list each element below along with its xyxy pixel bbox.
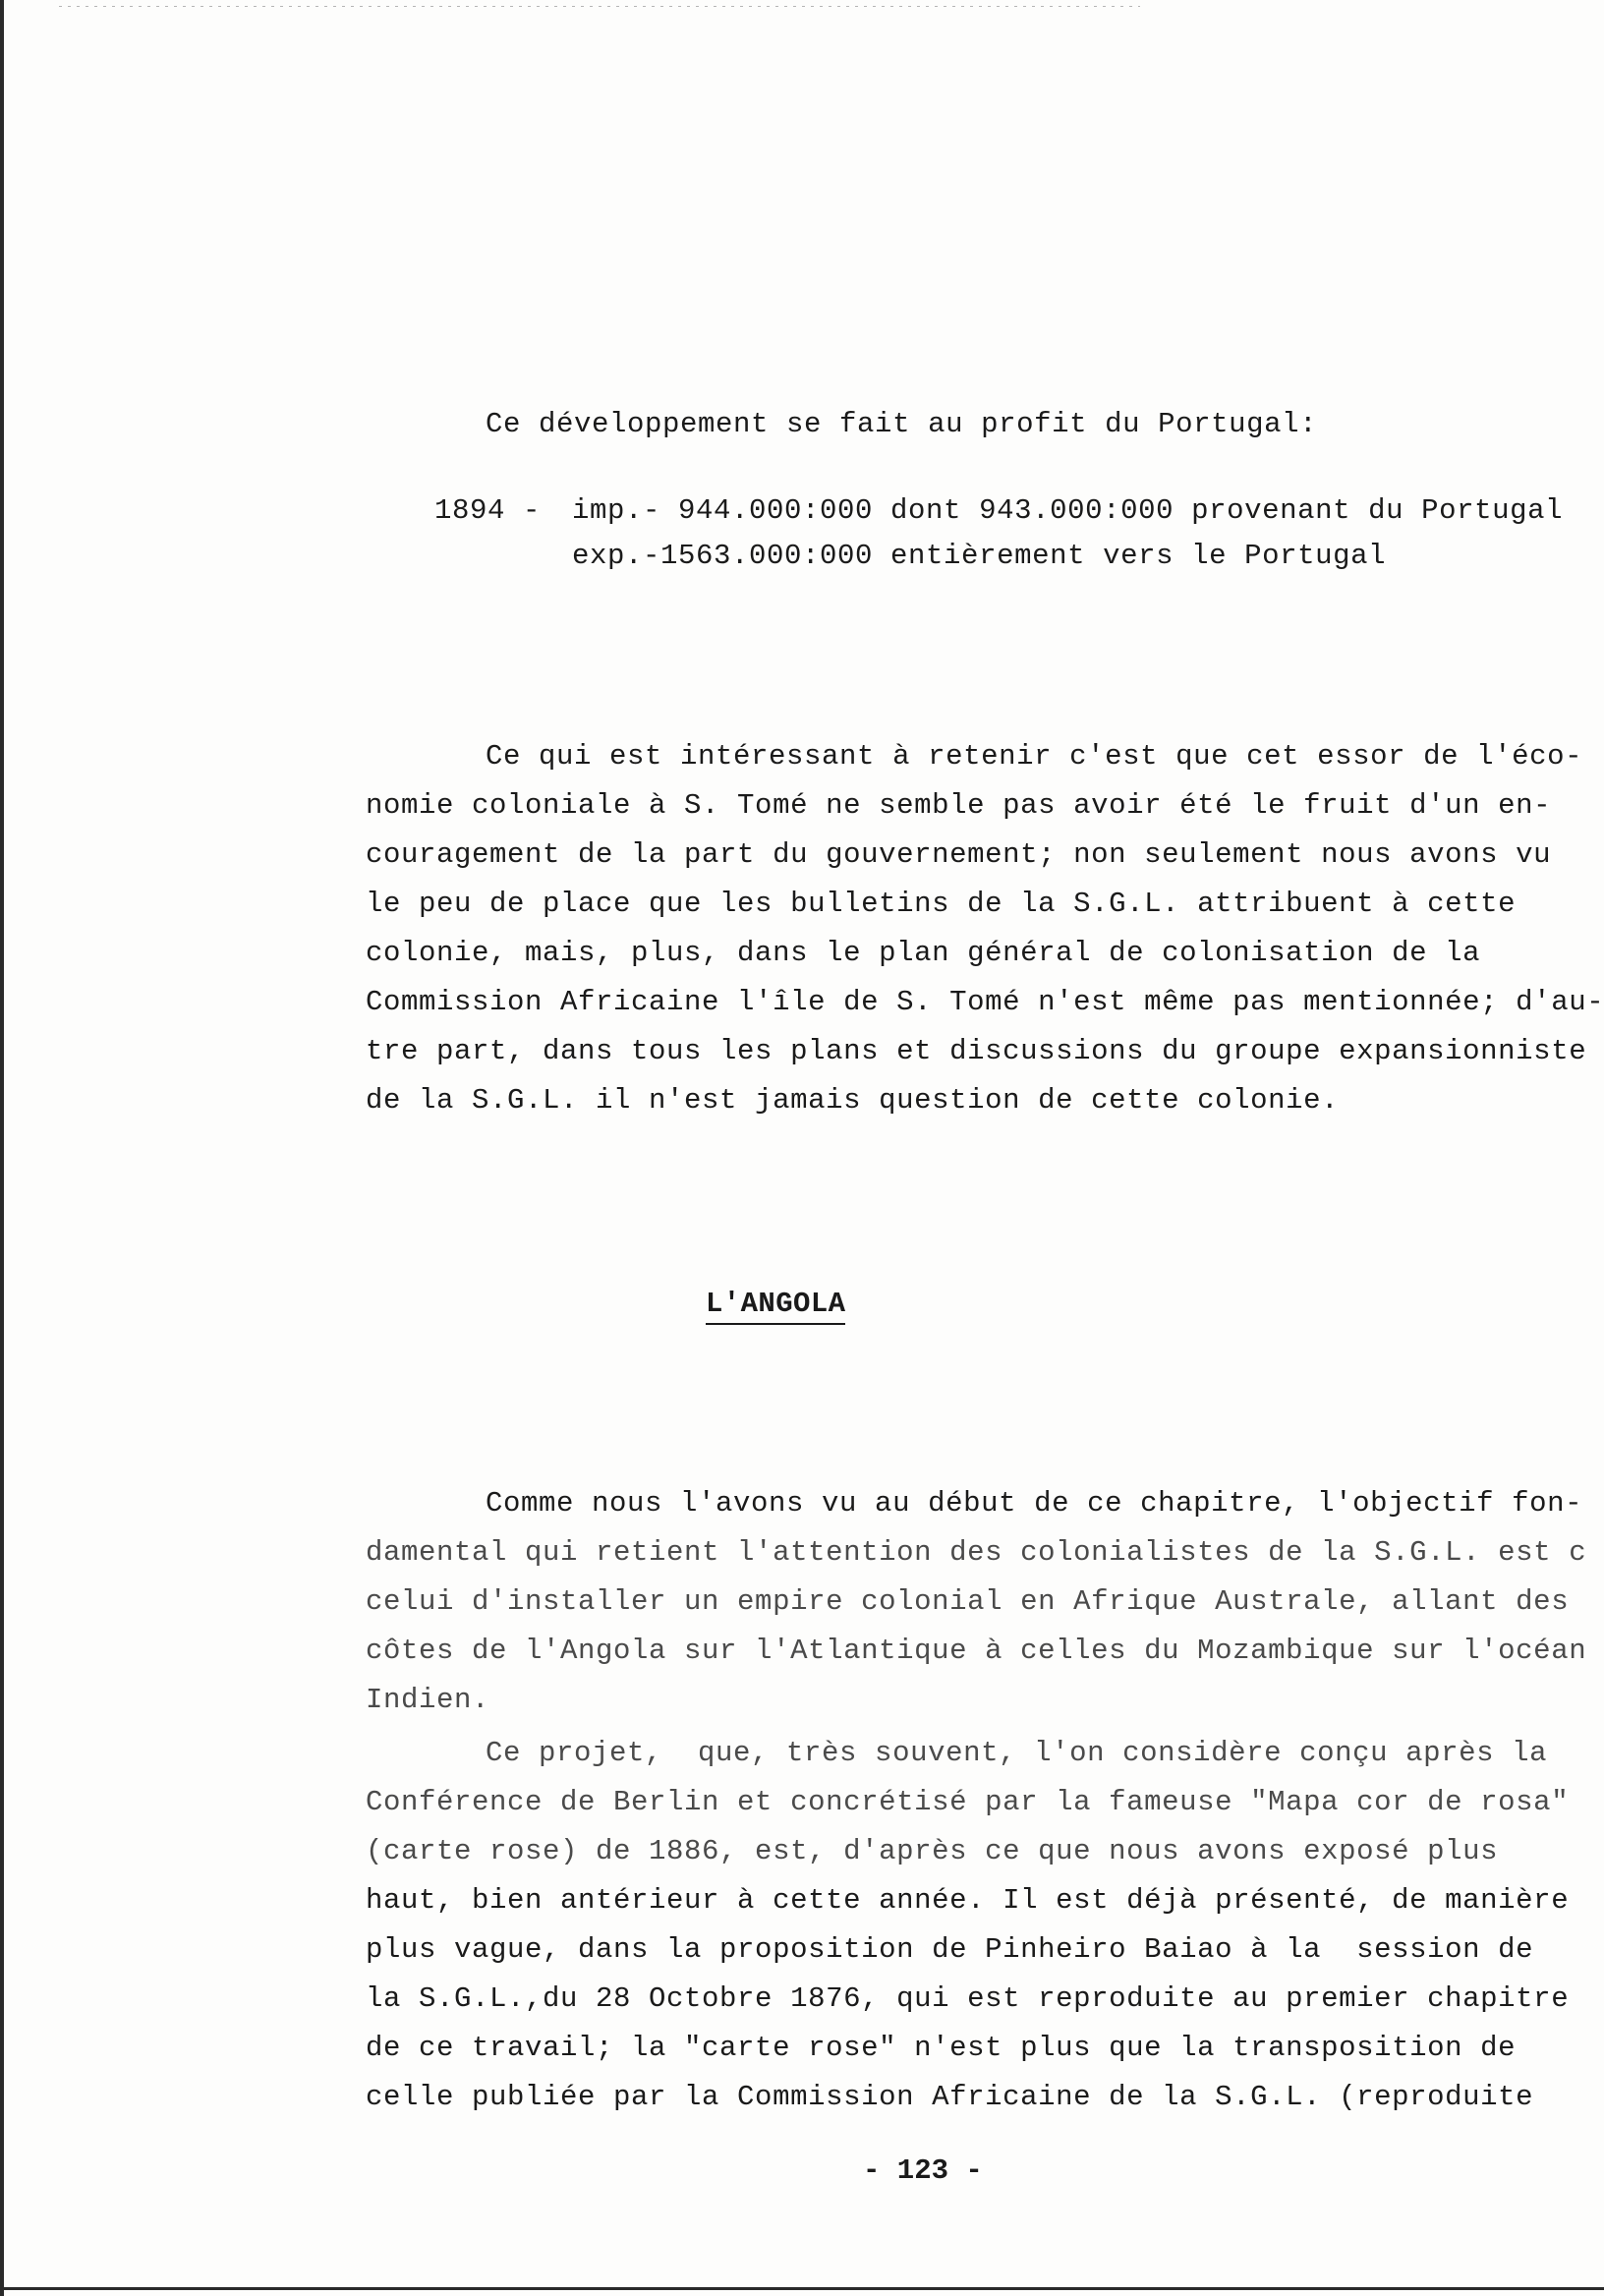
paragraph3-line: (carte rose) de 1886, est, d'après ce que nous avons exposé plus	[366, 1835, 1499, 1867]
paragraph1-line: nomie coloniale à S. Tomé ne semble pas avoir été le fruit d'un en-	[366, 789, 1552, 822]
paragraph2-line: côtes de l'Angola sur l'Atlantique à celles du Mozambique sur l'océan	[366, 1635, 1587, 1667]
paragraph1-line: le peu de place que les bulletins de la S.G.L. attribuent à cette	[366, 888, 1517, 920]
trade-year: 1894 -	[434, 494, 542, 527]
paragraph1-line: couragement de la part du gouvernement; non seulement nous avons vu	[366, 838, 1552, 871]
scan-top-edge	[59, 6, 1140, 7]
paragraph2-line: damental qui retient l'attention des colonialistes de la S.G.L. est c	[366, 1536, 1587, 1569]
trade-import-line: imp.- 944.000:000 dont 943.000:000 provenant du Portugal	[572, 494, 1564, 527]
section-heading: L'ANGOLA	[706, 1288, 845, 1325]
paragraph3-line: celle publiée par la Commission Africaine de la S.G.L. (reproduite	[366, 2081, 1534, 2113]
paragraph1-line: de la S.G.L. il n'est jamais question de cette colonie.	[366, 1084, 1340, 1117]
paragraph1-line: Ce qui est intéressant à retenir c'est que cet essor de l'éco-	[486, 740, 1583, 773]
paragraph3-line: Conférence de Berlin et concrétisé par la fameuse "Mapa cor de rosa"	[366, 1786, 1570, 1818]
paragraph1-line: Commission Africaine l'île de S. Tomé n'est même pas mentionnée; d'au-	[366, 986, 1604, 1018]
paragraph2-line: Comme nous l'avons vu au début de ce chapitre, l'objectif fon-	[486, 1487, 1583, 1520]
paragraph2-line: celui d'installer un empire colonial en Afrique Australe, allant des	[366, 1585, 1570, 1618]
trade-export-line: exp.-1563.000:000 entièrement vers le Portugal	[572, 540, 1387, 572]
scan-left-edge	[0, 0, 4, 2296]
paragraph3-line: haut, bien antérieur à cette année. Il est déjà présenté, de manière	[366, 1884, 1570, 1917]
scan-bottom-edge	[0, 2287, 1604, 2290]
paragraph3-line: plus vague, dans la proposition de Pinheiro Baiao à la session de	[366, 1933, 1534, 1966]
intro-line: Ce développement se fait au profit du Portugal:	[486, 408, 1318, 440]
paragraph3-line: la S.G.L.,du 28 Octobre 1876, qui est reproduite au premier chapitre	[366, 1982, 1570, 2015]
paragraph1-line: colonie, mais, plus, dans le plan général de colonisation de la	[366, 937, 1481, 969]
paragraph1-line: tre part, dans tous les plans et discussions du groupe expansionniste	[366, 1035, 1587, 1067]
paragraph3-line: de ce travail; la "carte rose" n'est plus que la transposition de	[366, 2032, 1517, 2064]
page-number: - 123 -	[863, 2154, 983, 2187]
paragraph2-line: Indien.	[366, 1684, 490, 1716]
paragraph3-line: Ce projet, que, très souvent, l'on considère conçu après la	[486, 1737, 1548, 1769]
